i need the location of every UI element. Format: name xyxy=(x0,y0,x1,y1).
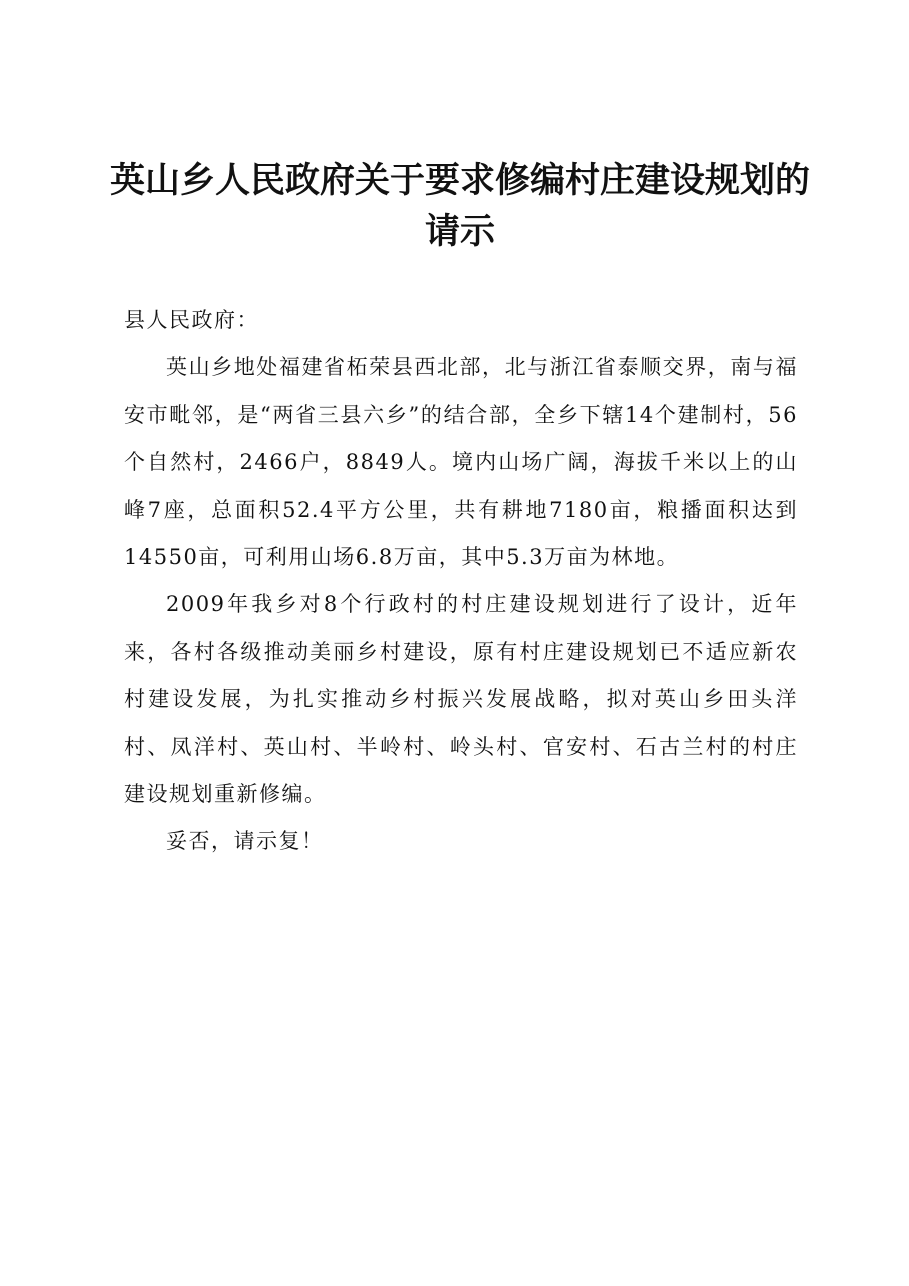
paragraph-closing: 妥否，请示复！ xyxy=(166,829,324,854)
document-body xyxy=(124,297,798,866)
document-title xyxy=(110,155,810,257)
salutation: 县人民政府： xyxy=(124,308,259,332)
title-line-2: 请示 xyxy=(424,211,495,252)
paragraph-request: 2009年我乡对8个行政村的村庄建设规划进行了设计，近年来，各村各级推动美丽乡村建设，原有村庄建设规划已不适应新农村建设发展，为扎实推动乡村振兴发展战略，拟对英山乡田头洋村、凤洋村、英山村、半岭村、岭头村、官安村、石古兰村的村庄建设规划重新修编。 xyxy=(124,592,798,807)
paragraph-intro: 英山乡地处福建省柘荣县西北部，北与浙江省泰顺交界，南与福安市毗邻，是“两省三县六乡”的结合部，全乡下辖14个建制村，56个自然村，2466户，8849人。境内山场广阔，海拔千米以上的山峰7座，总面积52.4平方公里，共有耕地7180亩，粮播面积达到14550亩，可利用山场6.8万亩，其中5.3万亩为林地。 xyxy=(124,355,798,570)
title-line-1: 英山乡人民政府关于要求修编村庄建设规划的 xyxy=(110,160,811,201)
